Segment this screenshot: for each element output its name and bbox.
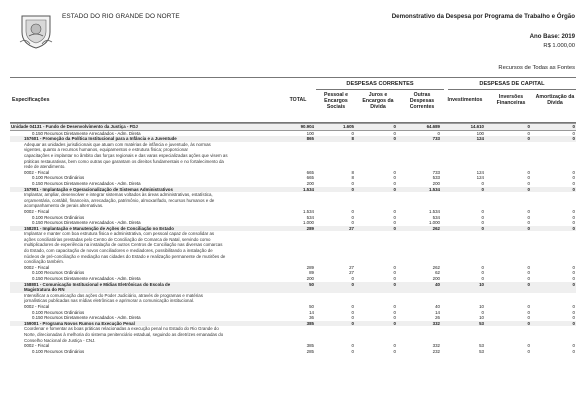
cell-value: 124: [476, 136, 484, 142]
base-year: Ano Base: 2019: [529, 33, 575, 40]
cell-value: 262: [432, 225, 440, 231]
row-label: 157601 - Promoção da Política Institucional para a Infância e a Juventude: [24, 136, 177, 142]
cell-value: 0: [393, 270, 396, 276]
cell-value: 0: [572, 220, 575, 226]
cell-value: 0: [393, 348, 396, 354]
cell-value: 0: [527, 169, 530, 175]
cell-value: 0: [393, 130, 396, 136]
row-label: 0002 - Fiscal: [24, 208, 50, 214]
cell-value: 62: [435, 270, 440, 276]
row-label: 0.100 Recursos Ordinários: [32, 175, 85, 181]
col-inversoes: Inversões Financeiras: [496, 94, 526, 107]
cell-value: 0: [351, 130, 354, 136]
cell-value: 0: [351, 180, 354, 186]
cell-value: 0: [481, 264, 484, 270]
cell-value: 0: [393, 315, 396, 321]
cell-value: 0: [393, 186, 396, 192]
col-investimentos: Investimentos: [447, 97, 483, 103]
cell-value: 733: [432, 169, 440, 175]
row-label: Coordenar e fomentar as boas práticas relacionadas a execução penal no Estado do Rio Grande do: [24, 326, 219, 332]
cell-value: 0: [527, 315, 530, 321]
cell-value: 64.689: [426, 124, 440, 129]
cell-value: 0: [481, 220, 484, 226]
cell-value: 1.534: [303, 208, 314, 214]
cell-value: 53: [479, 320, 484, 326]
cell-value: 332: [432, 343, 440, 349]
cell-value: 0: [481, 180, 484, 186]
row-label: 158801 - Comunicação Institucional e Mídias Eletrônicas do Escola de: [24, 281, 171, 287]
cell-value: 0: [481, 186, 484, 192]
cell-value: 0: [351, 276, 354, 282]
cell-value: 89: [309, 270, 314, 276]
row-label: 0.100 Recursos Ordinários: [32, 309, 85, 315]
row-label: núcleos de pré-conciliação e mediação nas cidades do Estado e realização permanente de mutirões de: [24, 253, 226, 259]
cell-value: 0: [437, 130, 440, 136]
cell-value: 0: [572, 214, 575, 220]
cell-value: 0: [393, 343, 396, 349]
cell-value: 36: [309, 315, 314, 321]
cell-value: 0: [572, 175, 575, 181]
cell-value: 0: [393, 175, 396, 181]
cell-value: 10: [479, 281, 484, 287]
cell-value: 100: [306, 130, 314, 136]
row-label: 0.150 Recursos Diretamente Arrecadados - Adm. Direta: [32, 130, 141, 136]
col-pessoal: Pessoal e Encargos Sociais: [324, 92, 348, 111]
row-label: 0002 - Fiscal: [24, 343, 50, 349]
cell-value: 332: [432, 320, 440, 326]
row-label: Adequar as unidades jurisdicionais que atuam com matérias de infância e juventude, às normas: [24, 141, 211, 147]
cell-value: 0: [351, 304, 354, 309]
cell-value: 40: [435, 281, 440, 287]
cell-value: 0: [393, 214, 396, 220]
cell-value: 10: [479, 304, 484, 309]
row-label: 157901 - Implantação e Operacionalização de Sistemas Administrativos: [24, 186, 173, 192]
cell-value: 0: [393, 208, 396, 214]
row-label: 0002 - Fiscal: [24, 169, 50, 175]
cell-value: 0: [351, 343, 354, 349]
cell-value: 50: [309, 281, 314, 287]
cell-value: 665: [306, 169, 314, 175]
resource-scope: Recursos de Todas as Fontes: [498, 65, 575, 71]
org-name: ESTADO DO RIO GRANDE DO NORTE: [62, 13, 180, 20]
row-label: orçamentária, contábil, financeira, arrecadação, patrimônio, almoxarifado, recursos humanos e de: [24, 197, 215, 203]
col-juros: Juros e Encargos da Dívida: [362, 92, 394, 111]
cell-value: 0: [527, 264, 530, 270]
cell-value: 0: [351, 348, 354, 354]
col-total: TOTAL: [289, 97, 307, 103]
cell-value: 27: [349, 270, 354, 276]
cell-value: 0: [572, 343, 575, 349]
cell-value: 0: [351, 186, 354, 192]
group-header-current: DESPESAS CORRENTES: [316, 81, 444, 90]
cell-value: 0: [393, 169, 396, 175]
expense-table: [10, 77, 576, 354]
row-label: do Estado, com capacitação de novos conciliadores e mediadores, possibilitando a instalação de: [24, 248, 213, 254]
row-label: 0.150 Recursos Diretamente Arrecadados - Adm. Direta: [32, 315, 141, 321]
cell-value: 385: [306, 320, 314, 326]
cell-value: 26: [435, 315, 440, 321]
cell-value: 0: [481, 208, 484, 214]
cell-value: 0: [393, 220, 396, 226]
cell-value: 200: [306, 180, 314, 186]
col-especificacoes: Especificações: [12, 97, 50, 103]
row-label: 0.150 Recursos Diretamente Arrecadados - Adm. Direta: [32, 180, 141, 186]
cell-value: 533: [432, 175, 440, 181]
cell-value: 0: [527, 220, 530, 226]
table-body: [10, 123, 576, 354]
cell-value: 0: [527, 320, 530, 326]
cell-value: 1.534: [429, 186, 440, 192]
cell-value: 0: [351, 281, 354, 287]
row-label: 0.150 Recursos Diretamente Arrecadados - Adm. Direta: [32, 220, 141, 226]
cell-value: 0: [351, 220, 354, 226]
table-header: [10, 77, 576, 123]
cell-value: 0: [527, 348, 530, 354]
cell-value: 0: [527, 304, 530, 309]
cell-value: 14: [309, 309, 314, 315]
cell-value: 0: [481, 270, 484, 276]
row-label: Intensificar a comunicação das ações do Poder Judiciário, através de programas e matérias: [24, 292, 203, 298]
cell-value: 0: [572, 281, 575, 287]
row-label: Magistratura do RN: [24, 287, 65, 293]
col-outras: Outras Despesas Correntes: [409, 92, 435, 111]
row-label: Implantar, ampliar, desenvolver e integrar sistemas voltados às áreas administrativas, estatística,: [24, 192, 213, 198]
cell-value: 0: [481, 214, 484, 220]
cell-value: 0: [572, 315, 575, 321]
row-label: 0.100 Recursos Ordinários: [32, 270, 85, 276]
cell-value: 0: [572, 169, 575, 175]
cell-value: 0: [393, 264, 396, 270]
cell-value: 14: [435, 309, 440, 315]
cell-value: 1.000: [429, 220, 440, 226]
cell-value: 0: [572, 130, 575, 136]
cell-value: 285: [306, 348, 314, 354]
cell-value: 14.610: [470, 124, 484, 129]
cell-value: 534: [432, 214, 440, 220]
cell-value: 0: [393, 281, 396, 287]
cell-value: 0: [572, 180, 575, 186]
cell-value: 0: [572, 225, 575, 231]
row-label: conciliação também.: [24, 259, 65, 265]
cell-value: 100: [476, 130, 484, 136]
cell-value: 0: [572, 208, 575, 214]
cell-value: 8: [351, 175, 354, 181]
cell-value: 0: [527, 180, 530, 186]
cell-value: 0: [393, 309, 396, 315]
cell-value: 1.534: [429, 208, 440, 214]
row-label: práticas restaurativas, bem como outras que garantam os direitos fundamentais e no fortalecimento da: [24, 158, 224, 164]
row-label: multiplicadores de experiência na instalação de outros Centros de Conciliação nas diversas comarcas: [24, 242, 223, 248]
cell-value: 289: [306, 225, 314, 231]
cell-value: 200: [306, 276, 314, 282]
cell-value: 232: [432, 348, 440, 354]
row-label: Unidade 04131 - Fundo de Desenvolvimento da Justiça - FDJ: [11, 124, 138, 129]
cell-value: 0: [393, 320, 396, 326]
cell-value: 0: [572, 264, 575, 270]
cell-value: 27: [349, 264, 354, 270]
cell-value: 10: [479, 315, 484, 321]
row-label: 0002 - Fiscal: [24, 264, 50, 270]
cell-value: 0: [527, 136, 530, 142]
cell-value: 0: [527, 270, 530, 276]
cell-value: 0: [351, 315, 354, 321]
cell-value: 50: [309, 304, 314, 309]
cell-value: 865: [306, 136, 314, 142]
cell-value: 0: [572, 309, 575, 315]
unit-row: [10, 123, 576, 131]
cell-value: 0: [572, 320, 575, 326]
cell-value: 0: [481, 225, 484, 231]
cell-value: 0: [572, 136, 575, 142]
cell-value: 124: [476, 169, 484, 175]
cell-value: 90.904: [300, 124, 314, 129]
state-crest-icon: [18, 12, 54, 50]
cell-value: 0: [393, 304, 396, 309]
cell-value: 1.605: [343, 124, 354, 129]
cell-value: 0: [527, 208, 530, 214]
row-label: Implantar e manter com boa estrutura física e administrativa, com pessoal capaz de consolidar as: [24, 231, 215, 237]
cell-value: 385: [306, 343, 314, 349]
cell-value: 0: [393, 136, 396, 142]
row-label: Conselho Nacional de Justiça - CNJ.: [24, 337, 96, 343]
cell-value: 1.534: [303, 186, 314, 192]
cell-value: 0: [481, 309, 484, 315]
row-label: 0002 - Fiscal: [24, 304, 50, 309]
cell-value: 8: [351, 136, 354, 142]
cell-value: 0: [572, 304, 575, 309]
cell-value: 0: [393, 225, 396, 231]
cell-value: 534: [306, 214, 314, 220]
row-label: 0.100 Recursos Ordinários: [32, 214, 85, 220]
cell-value: 0: [393, 180, 396, 186]
currency-unit: R$ 1.000,00: [543, 43, 575, 49]
cell-value: 0: [351, 320, 354, 326]
cell-value: 0: [572, 270, 575, 276]
cell-value: 0: [527, 186, 530, 192]
row-label: vigentes, quanto a recursos humanos, equipamentos e estrutura física; proporcionar: [24, 147, 189, 153]
row-label: 0.150 Recursos Diretamente Arrecadados - Adm. Direta: [32, 276, 141, 282]
cell-value: 0: [572, 348, 575, 354]
cell-value: 0: [527, 124, 530, 129]
col-amortizacao: Amortização da Dívida: [535, 94, 575, 107]
cell-value: 0: [351, 208, 354, 214]
cell-value: 0: [527, 276, 530, 282]
cell-value: 53: [479, 343, 484, 349]
row-label: 0.100 Recursos Ordinários: [32, 348, 85, 354]
row-label: acompanhamento de perais alternativas.: [24, 203, 104, 209]
cell-value: 0: [572, 186, 575, 192]
group-header-capital: DESPESAS DE CAPITAL: [448, 81, 576, 90]
cell-value: 733: [432, 136, 440, 142]
cell-value: 1.000: [303, 220, 314, 226]
cell-value: 0: [527, 225, 530, 231]
cell-value: 124: [476, 175, 484, 181]
cell-value: 289: [306, 264, 314, 270]
cell-value: 0: [527, 214, 530, 220]
cell-value: 27: [349, 225, 354, 231]
row-label: 159001 - Programa Novos Rumos na Execução Penal: [24, 320, 135, 326]
table-row: [10, 349, 576, 355]
cell-value: 0: [393, 124, 396, 129]
cell-value: 53: [479, 348, 484, 354]
cell-value: 40: [435, 304, 440, 309]
cell-value: 0: [527, 130, 530, 136]
row-label: rede de atendimento.: [24, 164, 66, 170]
row-label: jornalísticas publicadas nas mídias eletrônicas e aprimorar a comunicação institucional.: [24, 298, 195, 304]
cell-value: 200: [432, 180, 440, 186]
cell-value: 0: [572, 124, 575, 129]
cell-value: 0: [572, 276, 575, 282]
cell-value: 8: [351, 169, 354, 175]
cell-value: 0: [351, 309, 354, 315]
cell-value: 0: [351, 214, 354, 220]
cell-value: 0: [481, 276, 484, 282]
cell-value: 200: [432, 276, 440, 282]
row-label: Norte, direcionadas à melhoria do sistema penitenciário estadual, seguindo as diretrizes emanadas do: [24, 331, 224, 337]
row-label: ações conciliatórias prestadas pelo Centro de Conciliação de Comarca de Natal, servindo como: [24, 236, 211, 242]
cell-value: 0: [527, 309, 530, 315]
cell-value: 0: [527, 281, 530, 287]
cell-value: 0: [393, 276, 396, 282]
cell-value: 665: [306, 175, 314, 181]
report-title: Demonstrativo da Despesa por Programa de Trabalho e Órgão: [391, 13, 575, 20]
cell-value: 0: [527, 175, 530, 181]
row-label: capacitações e implantar no âmbito das forças regionais e das varas especializadas ações que visem as: [24, 152, 228, 158]
row-label: 158201 - Implantação e Manutenção de Ações de Conciliação no Estado: [24, 225, 174, 231]
cell-value: 262: [432, 264, 440, 270]
cell-value: 0: [527, 343, 530, 349]
